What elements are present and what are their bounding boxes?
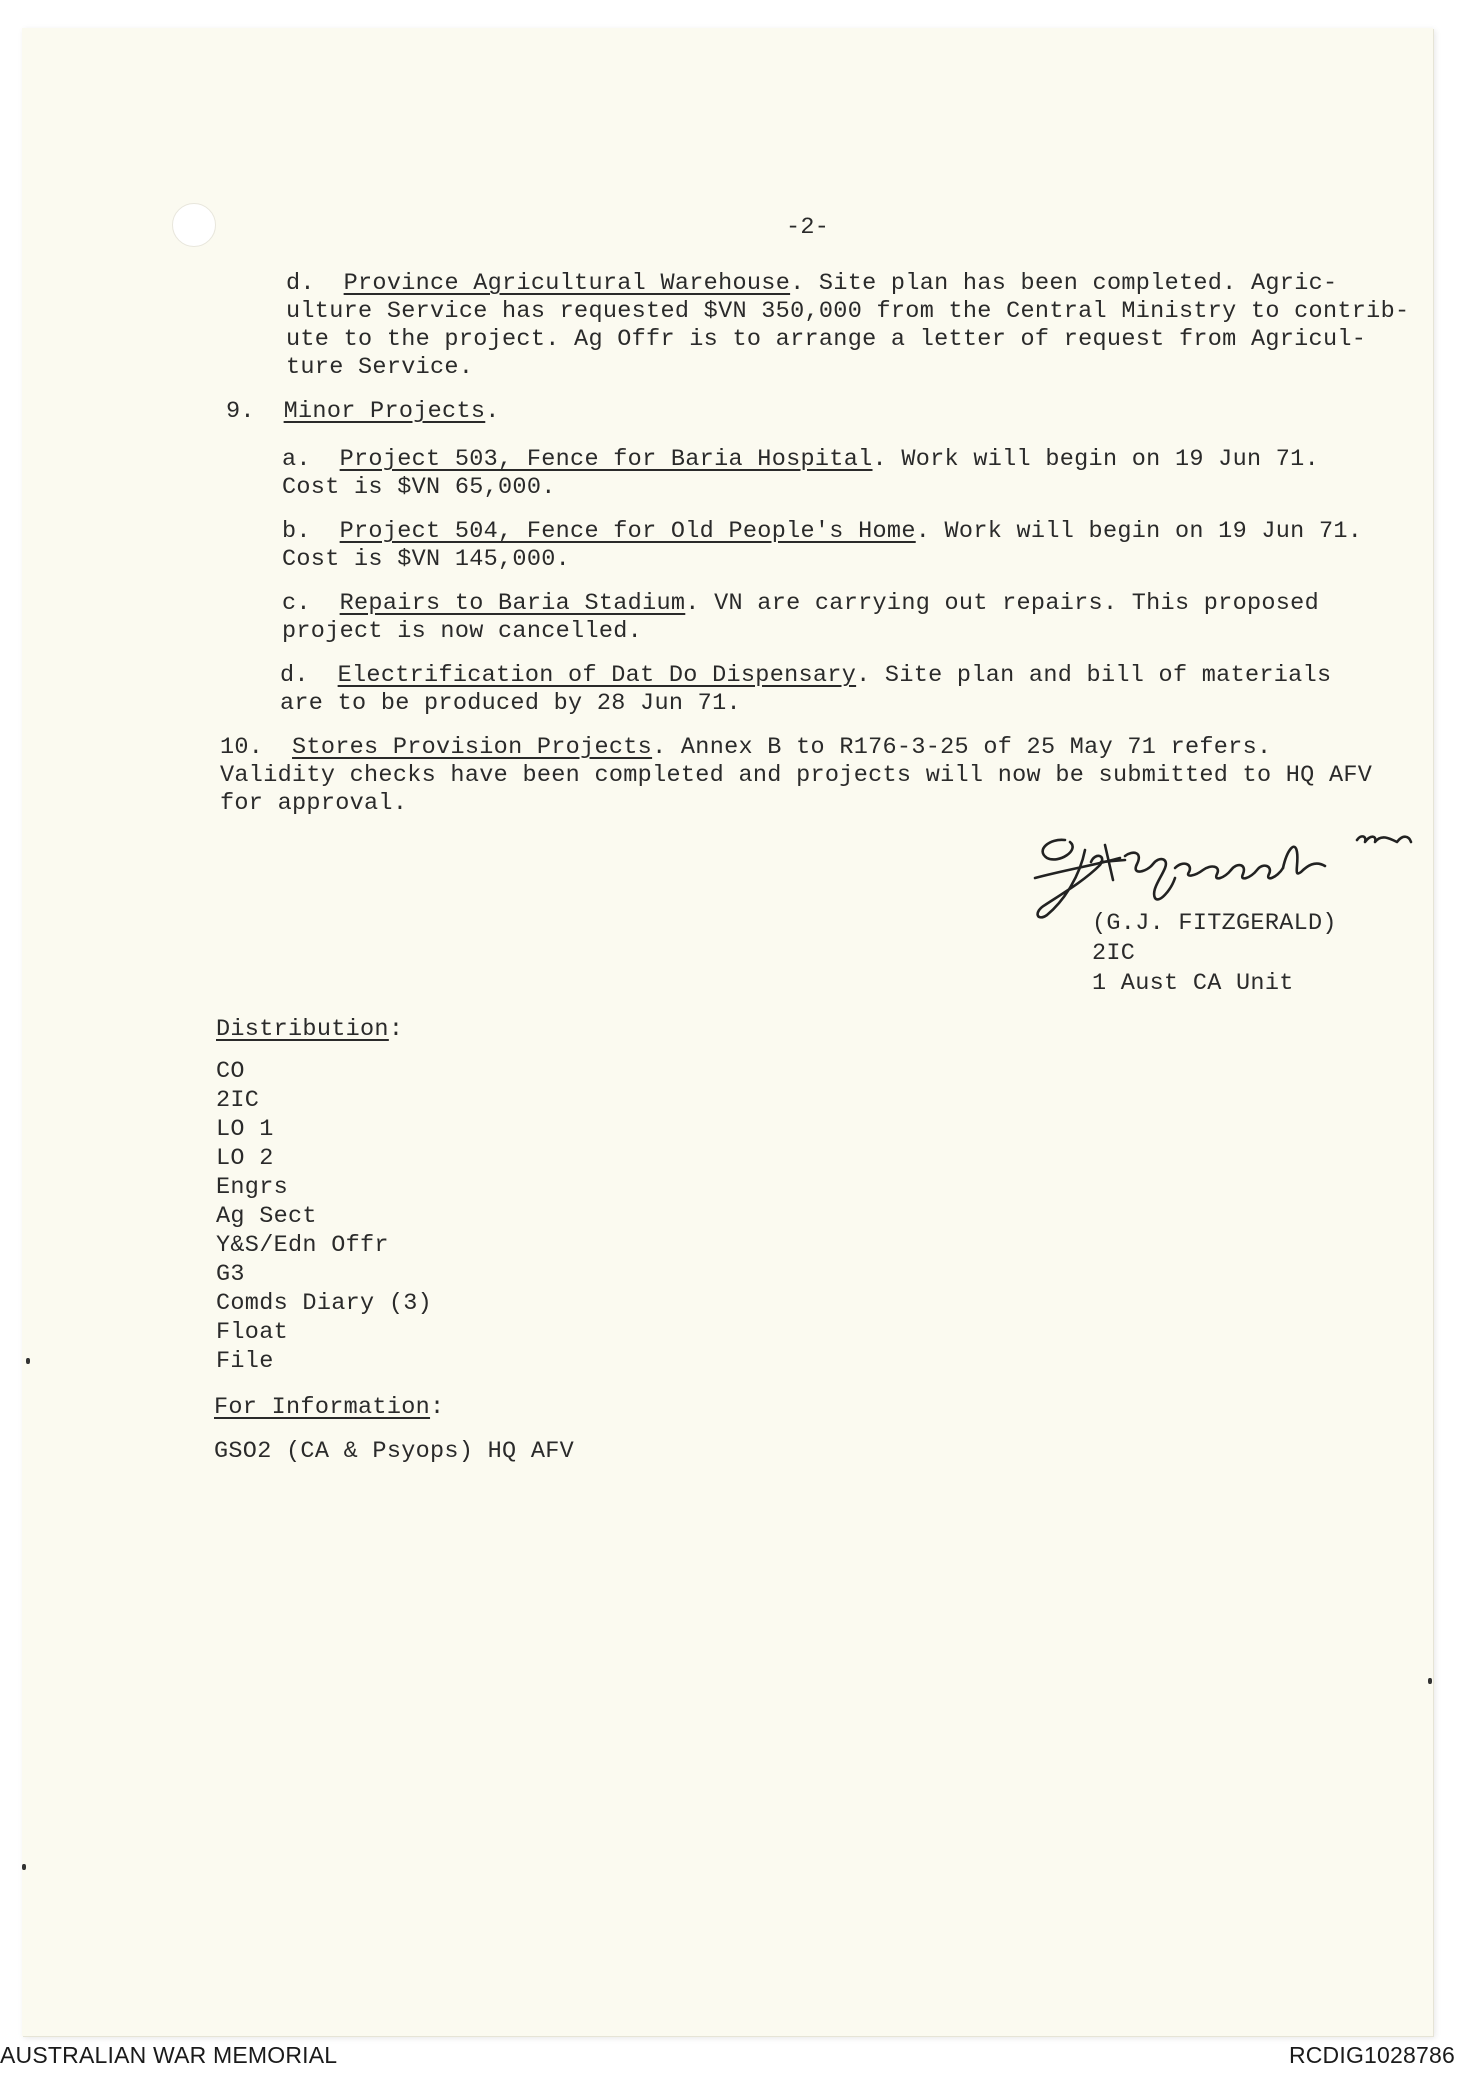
- para-8d-line-4: ture Service.: [286, 354, 474, 381]
- para-9b-text: . Work will begin on 19 Jun 71.: [915, 518, 1363, 545]
- para-9b-label: b.: [282, 518, 311, 545]
- para-9a-text: . Work will begin on 19 Jun 71.: [872, 446, 1319, 473]
- for-information-heading-suffix: :: [430, 1394, 445, 1421]
- para-9a-label: a.: [282, 446, 311, 473]
- distribution-item: G3: [216, 1261, 245, 1288]
- distribution-item: Float: [216, 1319, 289, 1346]
- for-information-item: GSO2 (CA & Psyops) HQ AFV: [214, 1438, 575, 1465]
- distribution-item: File: [216, 1348, 274, 1375]
- para-10-line-2: Validity checks have been completed and projects will now be submitted to HQ AFV: [220, 762, 1373, 789]
- para-9d-line-1: [280, 662, 1331, 690]
- para-9c-line-1: [282, 590, 1319, 618]
- distribution-item: Y&S/Edn Offr: [216, 1232, 389, 1259]
- para-8d-heading: Province Agricultural Warehouse: [343, 270, 791, 297]
- paper-speck: [1428, 1678, 1432, 1684]
- paper-speck: [22, 1864, 26, 1870]
- para-9a-line-1: [282, 446, 1319, 474]
- para-8d-text-1: . Site plan has been completed. Agric-: [790, 270, 1338, 297]
- para-9c-heading: Repairs to Baria Stadium: [339, 590, 686, 617]
- para-8d-line-1: [286, 270, 1337, 298]
- para-9-heading-suffix: .: [485, 398, 500, 425]
- para-9b-line-2: Cost is $VN 145,000.: [282, 546, 571, 573]
- for-information-heading: [214, 1394, 444, 1422]
- para-9d-label: d.: [280, 662, 309, 689]
- para-9c-text: . VN are carrying out repairs. This proposed: [685, 590, 1319, 617]
- paper-speck: [26, 1358, 30, 1364]
- signatory-name: (G.J. FITZGERALD): [1092, 910, 1337, 937]
- distribution-item: Comds Diary (3): [216, 1290, 433, 1317]
- signatory-position: 2IC: [1092, 940, 1136, 967]
- distribution-heading: [216, 1016, 403, 1044]
- para-9a-heading: Project 503, Fence for Baria Hospital: [339, 446, 873, 473]
- para-9b-line-1: [282, 518, 1362, 546]
- page-number: -2-: [786, 214, 830, 241]
- for-information-heading-text: For Information: [214, 1394, 431, 1421]
- distribution-item: LO 1: [216, 1116, 274, 1143]
- para-9-heading-line: [226, 398, 500, 426]
- distribution-item: CO: [216, 1058, 245, 1085]
- para-9d-line-2: are to be produced by 28 Jun 71.: [280, 690, 741, 717]
- footer-record-id: RCDIG1028786: [1288, 2042, 1455, 2068]
- para-10-number: 10.: [220, 734, 264, 761]
- signatory-unit: 1 Aust CA Unit: [1092, 970, 1294, 997]
- para-10-text-1: . Annex B to R176-3-25 of 25 May 71 refers.: [652, 734, 1272, 761]
- para-9b-heading: Project 504, Fence for Old People's Home: [339, 518, 916, 545]
- distribution-item: LO 2: [216, 1145, 274, 1172]
- punch-hole: [172, 203, 216, 247]
- distribution-heading-text: Distribution: [216, 1016, 389, 1043]
- footer-archive-name: AUSTRALIAN WAR MEMORIAL: [0, 2042, 338, 2068]
- para-8d-line-3: ute to the project. Ag Offr is to arrange a letter of request from Agricul-: [286, 326, 1367, 353]
- para-8d-line-2: ulture Service has requested $VN 350,000 from the Central Ministry to contrib-: [286, 298, 1410, 325]
- para-10-line-3: for approval.: [220, 790, 408, 817]
- para-9-heading: Minor Projects: [283, 398, 486, 425]
- distribution-heading-suffix: :: [388, 1016, 404, 1043]
- para-9d-text: . Site plan and bill of materials: [856, 662, 1332, 689]
- para-9c-label: c.: [282, 590, 311, 617]
- para-9-number: 9.: [226, 398, 255, 425]
- para-9c-line-2: project is now cancelled.: [282, 618, 643, 645]
- para-9a-line-2: Cost is $VN 65,000.: [282, 474, 556, 501]
- distribution-item: 2IC: [216, 1087, 260, 1114]
- distribution-item: Engrs: [216, 1174, 289, 1201]
- distribution-item: Ag Sect: [216, 1203, 317, 1230]
- para-9d-heading: Electrification of Dat Do Dispensary: [337, 662, 857, 689]
- para-8d-label: d.: [286, 270, 315, 297]
- para-10-heading: Stores Provision Projects: [292, 734, 653, 761]
- para-10-line-1: [220, 734, 1271, 762]
